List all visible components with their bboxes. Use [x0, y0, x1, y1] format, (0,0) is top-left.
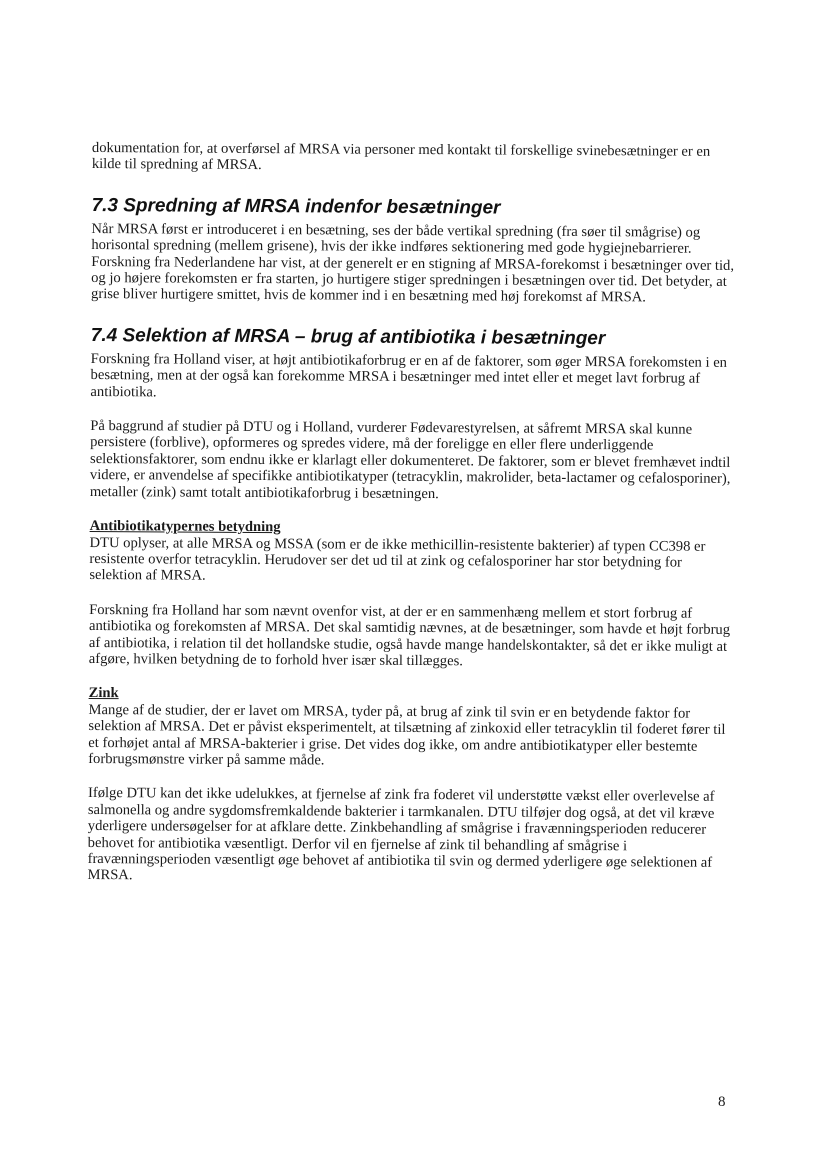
antibiotika-subheading: Antibiotikatypernes betydning: [89, 518, 281, 536]
page-number: 8: [718, 1094, 726, 1110]
page-content: [87, 140, 740, 888]
section-7-4-paragraph-1: Forskning fra Holland viser, at højt antibiotikaforbrug er en af de faktorer, som øger MRSA forekomsten i en besætning, men at der også kan forekomme MRSA i besætninger med intet eller et meget lavt forbrug af antibiotika.: [90, 350, 728, 401]
section-7-3-heading: 7.3 Spredning af MRSA indenfor besætninger: [91, 194, 501, 219]
zink-subheading: Zink: [88, 685, 119, 702]
section-7-4-paragraph-2: På baggrund af studier på DTU og i Holland, vurderer Fødevarestyrelsen, at såfremt MRSA skal kunne persistere (forblive), opformeres og spredes videre, må der foreligge en eller flere underliggende selektionsfaktorer, som endnu ikke er klarlagt eller dokumenteret. De faktorer, som er blevet fremhævet indtil videre, er anvendelse af specifikke antibiotikatyper (tetracyklin, makrolider, beta-lactamer og cefalosporiner), metaller (zink) samt totalt antibiotikaforbrug i besætningen.: [89, 418, 731, 502]
section-7-4-heading: 7.4 Selektion af MRSA – brug af antibiotika i besætninger: [90, 324, 606, 349]
zink-paragraph-2: Ifølge DTU kan det ikke udelukkes, at fjernelse af zink fra foderet vil understøtte vækst eller overlevelse af salmonella og andre sygdomsfremkaldende bakterier i tarmkanalen. DTU tilføjer dog også, at det vil kræve yderligere undersøgelser for at afklare dette. Zinkbehandling af smågrise i fravænningsperioden reducerer behovet for antibiotika væsentligt. Derfor vil en fjernelse af zink til behandling af smågrise i fravænningsperioden væsentligt øge behovet af antibiotika til svin og dermed yderligere øge selektionen af MRSA.: [87, 785, 715, 884]
antibiotika-paragraph-2: Forskning fra Holland har som nævnt ovenfor vist, at der er en sammenhæng mellem et stort forbrug af antibiotika og forekomsten af MRSA. Det skal samtidig nævnes, at de besætninger, som havde et højt forbrug af antibiotika, i relation til det hollandske studie, også havde mange handelskontakter, så det er ikke muligt at afgøre, hvilken betydning de to forhold hver især skal tillægges.: [88, 601, 731, 670]
zink-paragraph-1: Mange af de studier, der er lavet om MRSA, tyder på, at brug af zink til svin er en betydende faktor for selektion af MRSA. Det er påvist eksperimentelt, at tilsætning af zinkoxid eller tetracyklin til foderet fører til et forhøjet antal af MRSA-bakterier i grise. Det vides dog ikke, om andre antibiotikatyper eller bestemte forbrugsmønstre virker på samme måde.: [88, 701, 726, 769]
section-7-3-paragraph: Når MRSA først er introduceret i en besætning, ses der både vertikal spredning (fra søer til smågrise) og horisontal spredning (mellem grisene), hvis der ikke indføres sektionering med gode hygiejnebarrierer. Forskning fra Nederlandene har vist, at der generelt er en stigning af MRSA-forekomst i besætninger over tid, og jo højere forekomsten er fra starten, jo hurtigere stiger spredningen i besætningen over tid. Det betyder, at grise bliver hurtigere smittet, hvis de kommer ind i en besætning med høj forekomst af MRSA.: [91, 220, 735, 306]
antibiotika-paragraph-1: DTU oplyser, at alle MRSA og MSSA (som er de ikke methicillin-resistente bakterier) af typen CC398 er resistente overfor tetracyklin. Herudover ser det ud til at zink og cefalosporiner har stor betydning for selektion af MRSA.: [89, 534, 706, 585]
intro-paragraph: dokumentation for, at overførsel af MRSA via personer med kontakt til forskellige svinebesætninger er en kilde til spredning af MRSA.: [91, 140, 711, 174]
